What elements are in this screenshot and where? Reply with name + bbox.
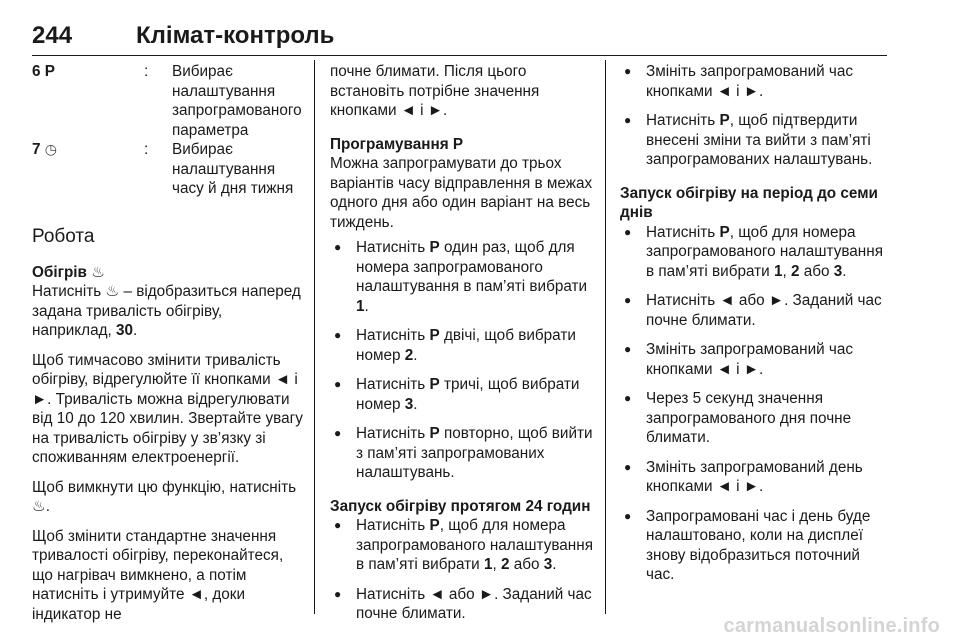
watermark: carmanualsonline.info xyxy=(723,615,940,637)
para-programming: Можна запрограмувати до трьох варіантів часу відправлення в межах одного дня або один варіант на весь тиждень. xyxy=(330,155,593,231)
list-item: ● Натисніть P, щоб підтвердити внесені зміни та вийти з пам’яті запрограмованих налаштувань. xyxy=(620,111,888,170)
arrow-left-icon: ◄ xyxy=(719,292,735,309)
list-item: ● Натисніть P тричі, щоб вибрати номер 3. xyxy=(330,375,596,414)
column-divider-1 xyxy=(314,60,315,614)
subhead-start-week: Запуск обігріву на період до семи днів xyxy=(620,184,878,221)
list-item: ● Натисніть P двічі, щоб вибрати номер 2. xyxy=(330,326,596,365)
subhead-programming: Програмування P xyxy=(330,135,464,153)
list-item: ● Змініть запрограмований час кнопками ◄ і ►. xyxy=(620,62,888,101)
page-number: 244 xyxy=(32,22,73,49)
list-item: ● Натисніть ◄ або ►. Заданий час почне блимати. xyxy=(330,585,596,624)
heating-icon: ♨ xyxy=(105,283,120,300)
heating-icon: ♨ xyxy=(91,263,105,281)
arrow-left-icon: ◄ xyxy=(188,586,204,603)
param-value-6p: Вибирає налаштування запрограмованого параметра xyxy=(172,63,302,139)
arrow-right-icon: ► xyxy=(768,292,785,309)
param-key-7: 7 ◷ xyxy=(32,141,57,158)
arrow-right-icon: ► xyxy=(478,585,495,603)
page-title: Клімат-контроль xyxy=(136,22,335,49)
column-1 xyxy=(32,62,306,624)
subhead-heating: Обігрів ♨ xyxy=(32,263,105,281)
para-heating-2: Щоб тимчасово змінити тривалість обігріву, відрегулюйте її кнопками ◄ і ►. Тривалість можна відрегулювати від 10 до 120 хвилин. Звертайте увагу на тривалість обігріву у зв’язку зі споживанням електроенергії. xyxy=(32,351,303,466)
list-item: ● Натисніть ◄ або ►. Заданий час почне блимати. xyxy=(620,291,888,330)
para-heating-4: Щоб змінити стандартне значення тривалості обігріву, переконайтеся, що нагрівач вимкнено, а потім натисніть і утримуйте ◄, доки індикатор не xyxy=(32,527,284,623)
arrow-left-icon: ◄ xyxy=(400,102,416,119)
arrow-right-icon: ► xyxy=(427,102,443,119)
para-continue: почне блимати. Після цього встановіть потрібне значення кнопками ◄ і ►. xyxy=(330,63,540,119)
arrow-left-icon: ◄ xyxy=(429,585,445,603)
column-3 xyxy=(620,62,888,585)
para-heating-3: Щоб вимкнути цю функцію, натисніть ♨. xyxy=(32,478,297,515)
arrow-left-icon: ◄ xyxy=(274,371,291,388)
arrow-left-icon: ◄ xyxy=(716,478,732,495)
column-divider-2 xyxy=(605,60,606,614)
list-item: ● Натисніть P, щоб для номера запрограмованого налаштування в пам’яті вибрати 1, 2 або 3. xyxy=(620,223,888,282)
clock-icon: ◷ xyxy=(44,141,57,157)
programming-list xyxy=(330,238,596,483)
list-item: ● Натисніть P, щоб для номера запрограмованого налаштування в пам’яті вибрати 1, 2 або 3. xyxy=(330,516,596,575)
arrow-right-icon: ► xyxy=(743,478,759,495)
confirm-list xyxy=(620,62,888,170)
param-value-7: Вибирає налаштування часу й дня тижня xyxy=(172,141,294,197)
page-header xyxy=(32,22,887,52)
arrow-right-icon: ► xyxy=(743,360,759,378)
list-item: ● Натисніть P один раз, щоб для номера запрограмованого налаштування в пам’яті вибрати 1. xyxy=(330,238,596,316)
list-item: ● Змініть запрограмований день кнопками ◄ і ►. xyxy=(620,458,888,497)
param-row-7: 7 ◷ : Вибирає налаштування часу й дня тижня xyxy=(32,140,306,199)
para-heating-1: Натисніть ♨ – відобразиться наперед задана тривалість обігріву, наприклад, 30. xyxy=(32,283,301,339)
subhead-start-24h: Запуск обігріву протягом 24 годин xyxy=(330,497,591,515)
heating-icon: ♨ xyxy=(32,498,46,515)
arrow-left-icon: ◄ xyxy=(716,360,732,378)
start-week-list xyxy=(620,223,888,585)
section-title: Робота xyxy=(32,225,95,247)
arrow-right-icon: ► xyxy=(743,82,759,100)
column-2 xyxy=(330,62,596,624)
arrow-left-icon: ◄ xyxy=(716,82,732,100)
param-key-6p: 6 P xyxy=(32,63,55,80)
list-item: ● Змініть запрограмований час кнопками ◄ і ►. xyxy=(620,340,888,379)
param-row-6p: 6 P : Вибирає налаштування запрограмованого параметра xyxy=(32,62,306,140)
list-item: ● Натисніть P повторно, щоб вийти з пам’яті запрограмованих налаштувань. xyxy=(330,424,596,483)
list-item: ● Через 5 секунд значення запрограмованого дня почне блимати. xyxy=(620,389,888,448)
list-item: ● Запрограмовані час і день буде налаштовано, коли на дисплеї знову відобразиться поточний час. xyxy=(620,507,888,585)
start-24h-list xyxy=(330,516,596,624)
header-divider xyxy=(32,55,887,56)
arrow-right-icon: ► xyxy=(32,390,48,408)
